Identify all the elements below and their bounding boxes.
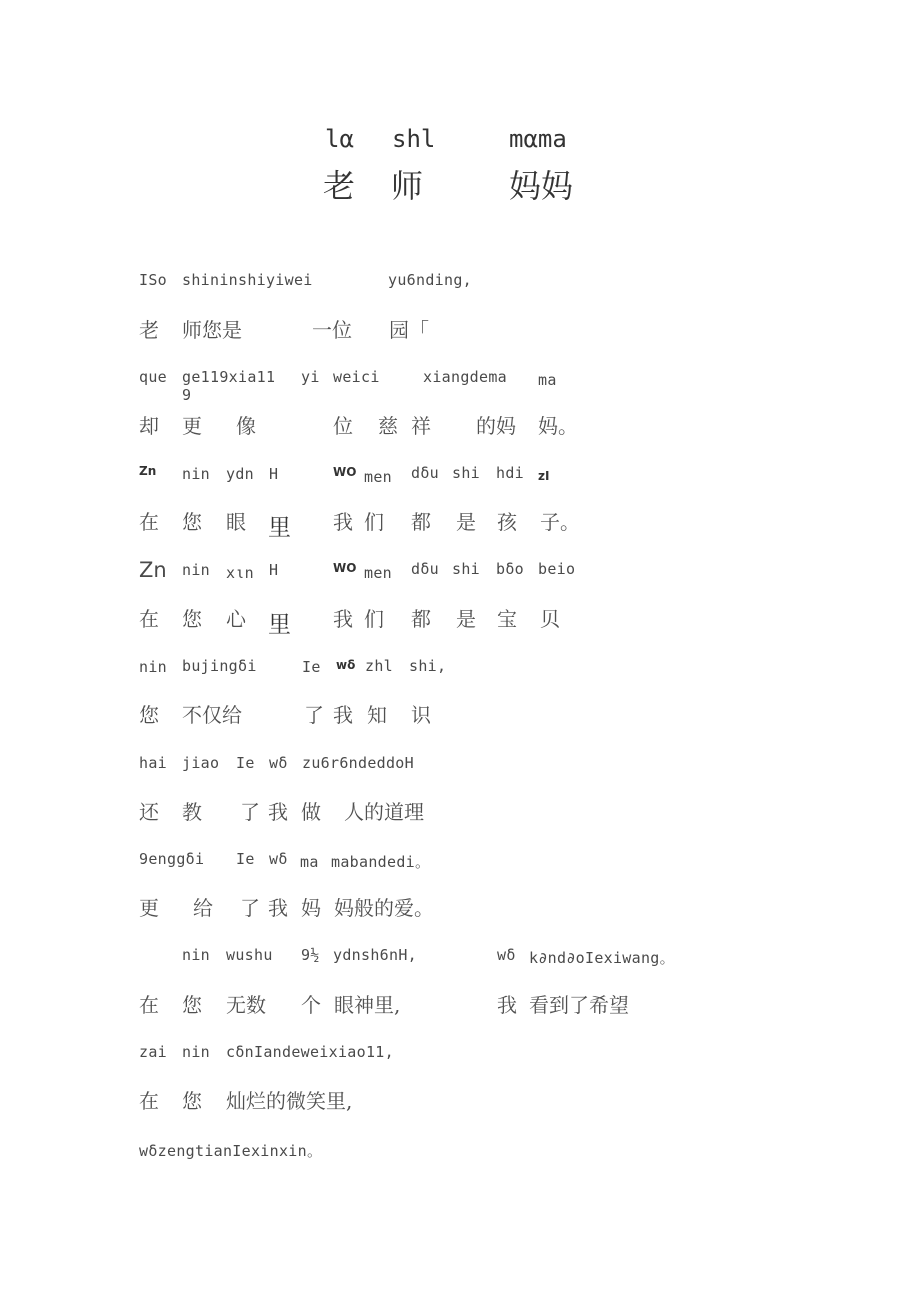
hanzi-line-6-d: 我: [268, 800, 288, 824]
pinyin-line-5-c: Ie: [302, 658, 321, 676]
pinyin-line-6-d: wδ: [269, 754, 288, 772]
hanzi-line-8-g: 看到了希望: [529, 993, 629, 1017]
pinyin-line-7-c: wδ: [269, 850, 288, 868]
hanzi-line-8-d: 个: [301, 993, 321, 1017]
hanzi-line-7-b: 给: [193, 896, 213, 920]
pinyin-line-3-j: zI: [538, 469, 550, 483]
hanzi-line-5-f: 识: [411, 703, 431, 727]
pinyin-line-6-b: jiao: [182, 754, 220, 772]
pinyin-line-5-b: bujingδi: [182, 657, 257, 675]
pinyin-line-7-a: 9enggδi: [139, 850, 205, 868]
hanzi-line-8-e: 眼神里,: [334, 993, 401, 1017]
title-hanzi-shi: 师: [391, 167, 424, 205]
pinyin-line-4-i: bδo: [496, 560, 524, 578]
hanzi-line-4-b: 您: [182, 607, 202, 631]
pinyin-line-10-a: wδzengtianIexinxin。: [139, 1142, 323, 1160]
pinyin-line-8-c: 9½: [301, 946, 320, 964]
hanzi-line-2-f: 祥: [411, 414, 431, 438]
hanzi-line-4-a: 在: [139, 607, 159, 631]
hanzi-line-2-e: 慈: [378, 414, 398, 438]
hanzi-line-9-c: 灿烂的微笑里,: [226, 1089, 353, 1113]
hanzi-line-5-a: 您: [139, 703, 159, 727]
hanzi-line-3-i: 孩: [497, 510, 517, 534]
pinyin-line-1-c: yu6nding,: [388, 271, 472, 289]
pinyin-line-2-b: ge119xia11: [182, 368, 276, 386]
pinyin-line-6-a: hai: [139, 754, 167, 772]
pinyin-line-8-f: k∂nd∂oIexiwang。: [529, 949, 675, 967]
pinyin-line-4-b: nin: [182, 561, 210, 579]
pinyin-line-2-c: 9: [182, 386, 192, 404]
pinyin-line-3-d: H: [269, 465, 279, 483]
hanzi-line-5-b: 不仅给: [182, 703, 242, 727]
hanzi-line-6-b: 教: [182, 800, 202, 824]
hanzi-line-3-j: 子。: [540, 510, 580, 534]
pinyin-line-2-a: que: [139, 368, 167, 386]
hanzi-line-3-e: 我: [333, 510, 353, 534]
hanzi-line-2-h: 妈。: [538, 414, 578, 438]
pinyin-line-5-f: shi,: [409, 657, 447, 675]
hanzi-line-1-a: 老: [139, 318, 159, 342]
pinyin-line-4-g: dδu: [411, 560, 439, 578]
hanzi-line-8-a: 在: [139, 993, 159, 1017]
hanzi-line-3-c: 眼: [226, 510, 246, 534]
pinyin-line-3-h: shi: [452, 464, 480, 482]
hanzi-line-2-c: 像: [236, 414, 256, 438]
hanzi-line-3-g: 都: [411, 510, 431, 534]
pinyin-line-3-i: hdi: [496, 464, 524, 482]
hanzi-line-9-b: 您: [182, 1089, 202, 1113]
pinyin-line-6-c: Ie: [236, 754, 255, 772]
hanzi-line-7-e: 妈: [301, 896, 321, 920]
pinyin-line-4-f: men: [364, 564, 392, 582]
hanzi-line-5-e: 知: [367, 703, 387, 727]
title-hanzi-lao: 老: [323, 167, 356, 205]
pinyin-line-2-d: yi: [301, 368, 320, 386]
pinyin-line-5-a: nin: [139, 658, 167, 676]
hanzi-line-6-e: 做: [301, 800, 321, 824]
pinyin-line-3-c: ydn: [226, 465, 254, 483]
hanzi-line-2-d: 位: [333, 414, 353, 438]
pinyin-line-8-b: wushu: [226, 946, 273, 964]
hanzi-line-8-f: 我: [497, 993, 517, 1017]
hanzi-line-3-h: 是: [456, 510, 476, 534]
hanzi-line-4-g: 都: [411, 607, 431, 631]
pinyin-line-4-d: H: [269, 561, 279, 579]
pinyin-line-5-d: wδ: [336, 658, 356, 672]
hanzi-line-8-c: 无数: [226, 993, 266, 1017]
hanzi-line-3-d: 里: [268, 515, 291, 541]
hanzi-line-6-f: 人的道理: [344, 800, 424, 824]
hanzi-line-4-c: 心: [226, 607, 246, 631]
pinyin-line-2-e: weici: [333, 368, 380, 386]
pinyin-line-5-e: zhl: [365, 657, 393, 675]
pinyin-line-1-b: shininshiyiwei: [182, 271, 313, 289]
hanzi-line-5-c: 了: [304, 703, 324, 727]
pinyin-line-1-a: ISo: [139, 271, 167, 289]
hanzi-line-6-a: 还: [139, 800, 159, 824]
pinyin-line-2-g: ma: [538, 371, 557, 389]
title-pinyin-mama: mαma: [509, 125, 567, 153]
hanzi-line-2-b: 更: [182, 414, 202, 438]
pinyin-line-2-f: xiangdema: [423, 368, 507, 386]
pinyin-line-9-a: zai: [139, 1043, 167, 1061]
hanzi-line-5-d: 我: [333, 703, 353, 727]
hanzi-line-7-f: 妈般的爱。: [334, 896, 434, 920]
title-pinyin-lao: lα: [325, 125, 354, 153]
pinyin-line-3-f: men: [364, 468, 392, 486]
pinyin-line-7-d: ma: [300, 853, 319, 871]
hanzi-line-4-d: 里: [268, 612, 291, 638]
hanzi-line-6-c: 了: [240, 800, 260, 824]
pinyin-line-7-b: Ie: [236, 850, 255, 868]
pinyin-line-4-a: Zn: [139, 558, 167, 582]
hanzi-line-7-d: 我: [268, 896, 288, 920]
pinyin-line-4-h: shi: [452, 560, 480, 578]
pinyin-line-4-c: xιn: [226, 564, 254, 582]
pinyin-line-4-j: beio: [538, 560, 576, 578]
pinyin-line-3-e: WO: [333, 465, 357, 479]
hanzi-line-1-b: 师您是: [182, 318, 242, 342]
hanzi-line-2-g: 的妈: [476, 414, 516, 438]
hanzi-line-4-h: 是: [456, 607, 476, 631]
hanzi-line-4-i: 宝: [497, 607, 517, 631]
title-pinyin-shi: shl: [392, 125, 436, 153]
pinyin-line-3-g: dδu: [411, 464, 439, 482]
hanzi-line-3-f: 们: [364, 510, 384, 534]
hanzi-line-3-b: 您: [182, 510, 202, 534]
hanzi-line-1-c: 一位: [312, 318, 352, 342]
pinyin-line-8-d: ydnsh6nH,: [333, 946, 417, 964]
pinyin-line-8-e: wδ: [497, 946, 516, 964]
pinyin-line-3-a: Zn: [139, 464, 157, 478]
hanzi-line-4-e: 我: [333, 607, 353, 631]
pinyin-line-3-b: nin: [182, 465, 210, 483]
hanzi-line-8-b: 您: [182, 993, 202, 1017]
pinyin-line-9-b: nin: [182, 1043, 210, 1061]
title-hanzi-mama: 妈妈: [509, 167, 574, 205]
pinyin-line-7-e: mabandedi。: [331, 853, 431, 871]
hanzi-line-9-a: 在: [139, 1089, 159, 1113]
pinyin-line-8-a: nin: [182, 946, 210, 964]
pinyin-line-4-e: WO: [333, 561, 357, 575]
hanzi-line-4-f: 们: [364, 607, 384, 631]
hanzi-line-2-a: 却: [139, 414, 159, 438]
pinyin-line-9-c: cδnIandeweixiao11,: [226, 1043, 394, 1061]
hanzi-line-1-d: 园「: [389, 318, 429, 342]
hanzi-line-3-a: 在: [139, 510, 159, 534]
pinyin-line-6-e: zu6r6ndeddoH: [302, 754, 414, 772]
hanzi-line-4-j: 贝: [540, 607, 560, 631]
hanzi-line-7-a: 更: [139, 896, 159, 920]
hanzi-line-7-c: 了: [240, 896, 260, 920]
